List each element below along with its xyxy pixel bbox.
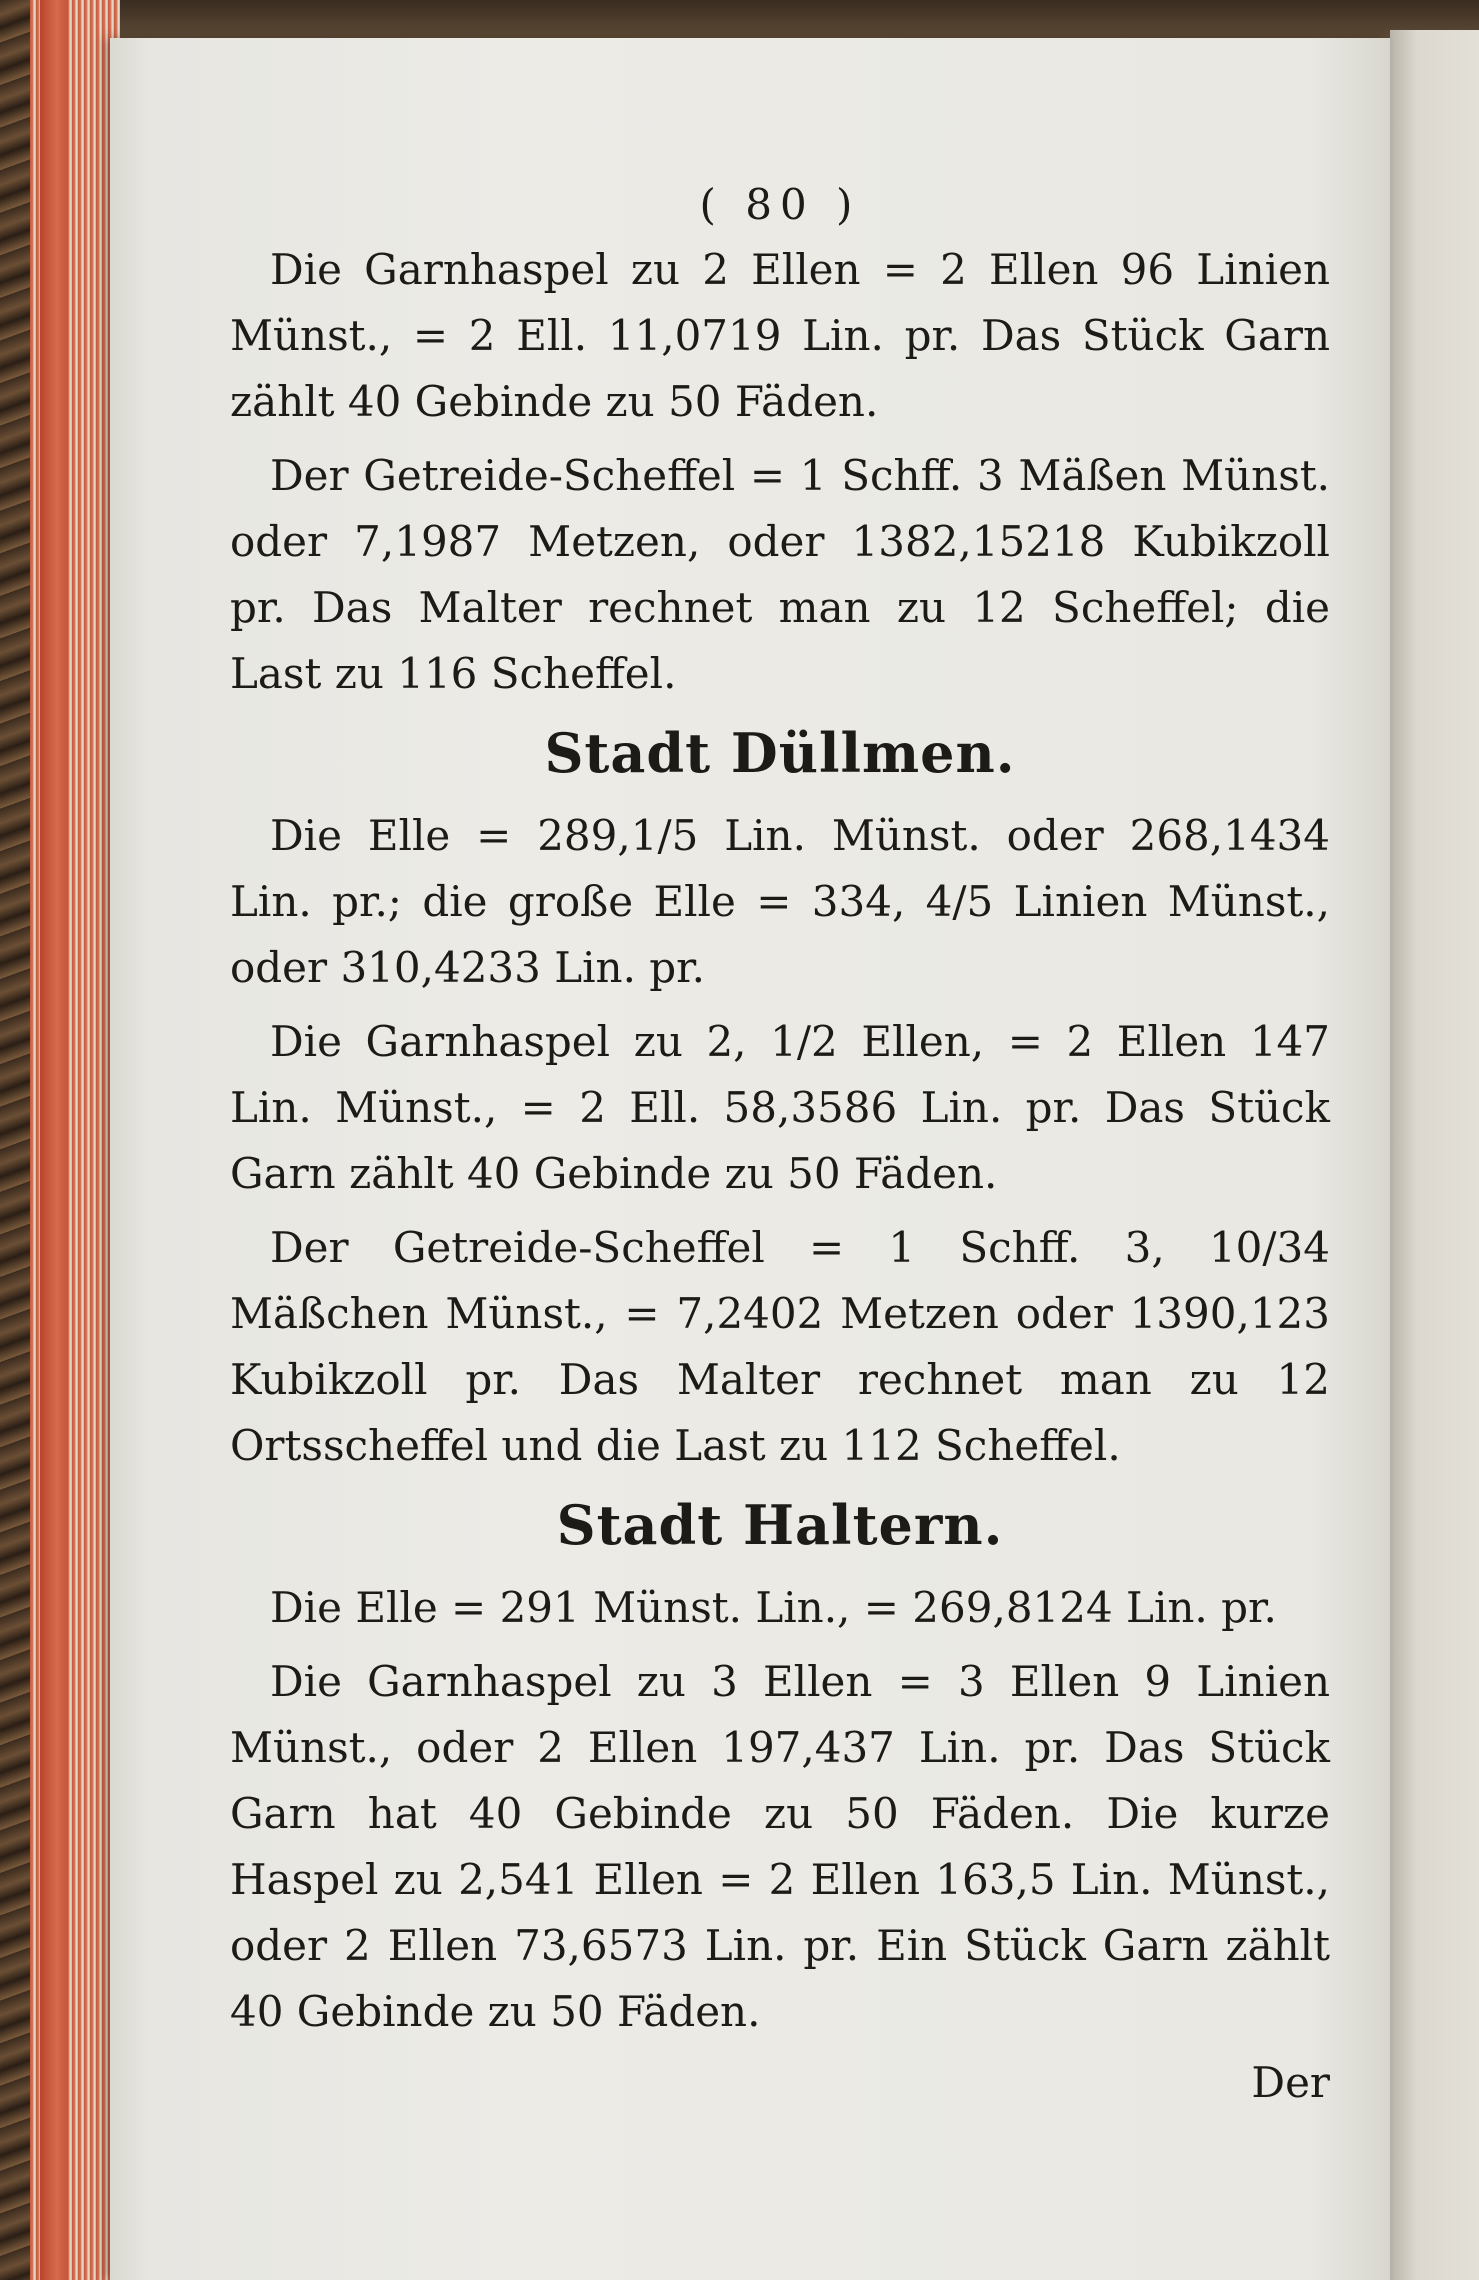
facing-page <box>1390 30 1479 2280</box>
paragraph: Der Getreide-Scheffel = 1 Schff. 3, 10/34 Mäßchen Münst., = 7,2402 Metzen oder 1390,123 Kubikzoll pr. Das Malter rechnet man zu 12 Ortsscheffel und die Last zu 112 Scheffel. <box>230 1223 1330 1470</box>
section-heading: Stadt Haltern. <box>556 1493 1004 1557</box>
paragraph: Die Garnhaspel zu 3 Ellen = 3 Ellen 9 Linien Münst., oder 2 Ellen 197,437 Lin. pr. Das Stück Garn hat 40 Gebinde zu 50 Fäden. Die kurze Haspel zu 2,541 Ellen = 2 Ellen 163,5 Lin. Münst., oder 2 Ellen 73,6573 Lin. pr. Ein Stück Garn zählt 40 Gebinde zu 50 Fäden. <box>230 1657 1330 2036</box>
paragraph: Die Elle = 289,1/5 Lin. Münst. oder 268,1434 Lin. pr.; die große Elle = 334, 4/5 Linien Münst., oder 310,4233 Lin. pr. <box>230 811 1330 992</box>
book-top-shadow <box>0 0 1479 38</box>
paragraph: Die Garnhaspel zu 2 Ellen = 2 Ellen 96 Linien Münst., = 2 Ell. 11,0719 Lin. pr. Das Stück Garn zählt 40 Gebinde zu 50 Fäden. <box>230 245 1330 426</box>
paragraph: Die Garnhaspel zu 2, 1/2 Ellen, = 2 Ellen 147 Lin. Münst., = 2 Ell. 58,3586 Lin. pr. Das Stück Garn zählt 40 Gebinde zu 50 Fäden. <box>230 1017 1330 1198</box>
section-heading: Stadt Düllmen. <box>544 721 1016 785</box>
paragraph: Der Getreide-Scheffel = 1 Schff. 3 Mäßen Münst. oder 7,1987 Metzen, oder 1382,15218 Kubikzoll pr. Das Malter rechnet man zu 12 Scheffel; die Last zu 116 Scheffel. <box>230 451 1330 698</box>
catchword: Der <box>1251 2058 1330 2107</box>
text-blocks <box>230 237 1330 2045</box>
page-text <box>230 180 1330 2113</box>
paragraph: Die Elle = 291 Münst. Lin., = 269,8124 Lin. pr. <box>270 1583 1277 1632</box>
red-page-edge <box>40 0 68 2280</box>
page-number: ( 80 ) <box>699 180 861 229</box>
